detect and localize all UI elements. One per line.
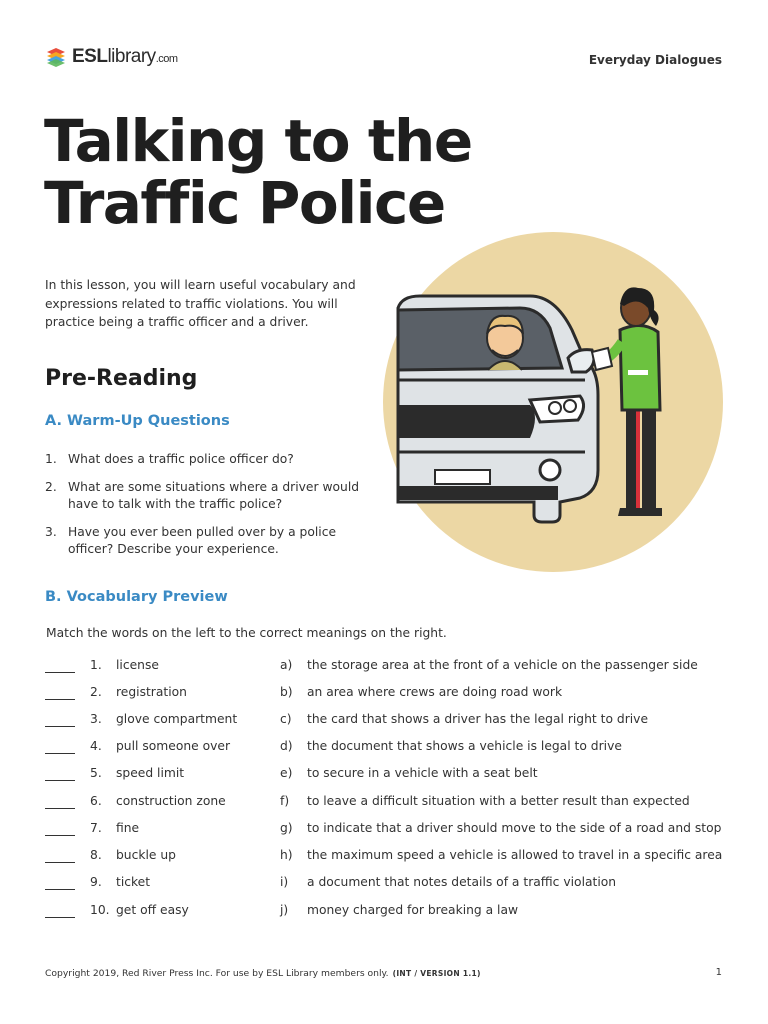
vocab-word: construction zone (116, 794, 226, 808)
traffic-stop-illustration (380, 230, 730, 579)
answer-blank[interactable] (45, 835, 75, 836)
vocab-meaning: an area where crews are doing road work (307, 685, 563, 699)
vocab-meaning: to secure in a vehicle with a seat belt (307, 766, 538, 780)
answer-blank[interactable] (45, 917, 75, 918)
vocab-row: 7. fine g) to indicate that a driver should move to the side of a road and stop (45, 821, 725, 841)
title-line-1: Talking to the (44, 107, 472, 175)
warmup-heading: A. Warm-Up Questions (45, 413, 230, 429)
answer-blank[interactable] (45, 889, 75, 890)
answer-blank[interactable] (45, 699, 75, 700)
title-line-2: Traffic Police (44, 169, 445, 237)
vocab-meaning: money charged for breaking a law (307, 903, 519, 917)
vocab-row: 1. license a) the storage area at the front of a vehicle on the passenger side (45, 658, 725, 678)
vocab-meaning: the maximum speed a vehicle is allowed to travel in a specific area (307, 848, 723, 862)
intro-paragraph: In this lesson, you will learn useful vocabulary and expressions related to traffic violations. You will practice being a traffic officer and a driver. (45, 278, 356, 329)
vocab-word: ticket (116, 875, 151, 889)
section-title-pre-reading: Pre-Reading (45, 366, 198, 391)
answer-blank[interactable] (45, 672, 75, 673)
answer-blank[interactable] (45, 862, 75, 863)
vocab-meaning: to leave a difficult situation with a better result than expected (307, 794, 690, 808)
version-label: (INT / VERSION 1.1) (392, 969, 481, 978)
vocab-heading: B. Vocabulary Preview (45, 589, 228, 605)
answer-blank[interactable] (45, 753, 75, 754)
answer-blank[interactable] (45, 726, 75, 727)
vocab-row: 9. ticket i) a document that notes details of a traffic violation (45, 875, 725, 895)
warmup-question: 2. What are some situations where a driver would have to talk with the traffic police? (45, 479, 360, 511)
vocab-word: pull someone over (116, 739, 231, 753)
vocab-meaning: a document that notes details of a traffic violation (307, 875, 617, 889)
warmup-question: 3. Have you ever been pulled over by a police officer? Describe your experience. (45, 524, 337, 556)
series-label: Everyday Dialogues (588, 53, 722, 67)
vocab-meaning: the storage area at the front of a vehicle on the passenger side (307, 658, 698, 672)
vocab-row: 4. pull someone over d) the document that shows a vehicle is legal to drive (45, 739, 725, 759)
vocab-word: buckle up (116, 848, 176, 862)
vocab-meaning: to indicate that a driver should move to the side of a road and stop (307, 821, 722, 835)
page-title (44, 107, 544, 237)
warmup-question: 1. What does a traffic police officer do? (45, 452, 294, 466)
answer-blank[interactable] (45, 780, 75, 781)
copyright-footer: Copyright 2019, Red River Press Inc. For use by ESL Library members only. (INT / VERSION 1.1) (45, 968, 481, 979)
vocab-word: fine (116, 821, 140, 835)
vocab-row: 10. get off easy j) money charged for breaking a law (45, 903, 725, 923)
vocab-row: 3. glove compartment c) the card that shows a driver has the legal right to drive (45, 712, 725, 732)
page-number: 1 (715, 967, 722, 978)
esl-library-logo (45, 46, 178, 68)
answer-blank[interactable] (45, 808, 75, 809)
vocab-word: glove compartment (116, 712, 238, 726)
vocab-meaning: the document that shows a vehicle is legal to drive (307, 739, 622, 753)
vocab-instruction: Match the words on the left to the correct meanings on the right. (46, 626, 447, 640)
vocab-row: 6. construction zone f) to leave a difficult situation with a better result than expected (45, 794, 725, 814)
logo-wordmark: ESLlibrary.com (72, 46, 178, 67)
vocab-meaning: the card that shows a driver has the legal right to drive (307, 712, 649, 726)
logo-stack-icon (45, 46, 67, 68)
vocab-word: get off easy (116, 903, 189, 917)
vocab-word: registration (116, 685, 187, 699)
vocab-row: 2. registration b) an area where crews are doing road work (45, 685, 725, 705)
vocab-row: 5. speed limit e) to secure in a vehicle with a seat belt (45, 766, 725, 786)
vocab-word: speed limit (116, 766, 185, 780)
vocab-row: 8. buckle up h) the maximum speed a vehicle is allowed to travel in a specific area (45, 848, 725, 868)
vocab-word: license (116, 658, 159, 672)
warmup-questions (45, 451, 375, 569)
